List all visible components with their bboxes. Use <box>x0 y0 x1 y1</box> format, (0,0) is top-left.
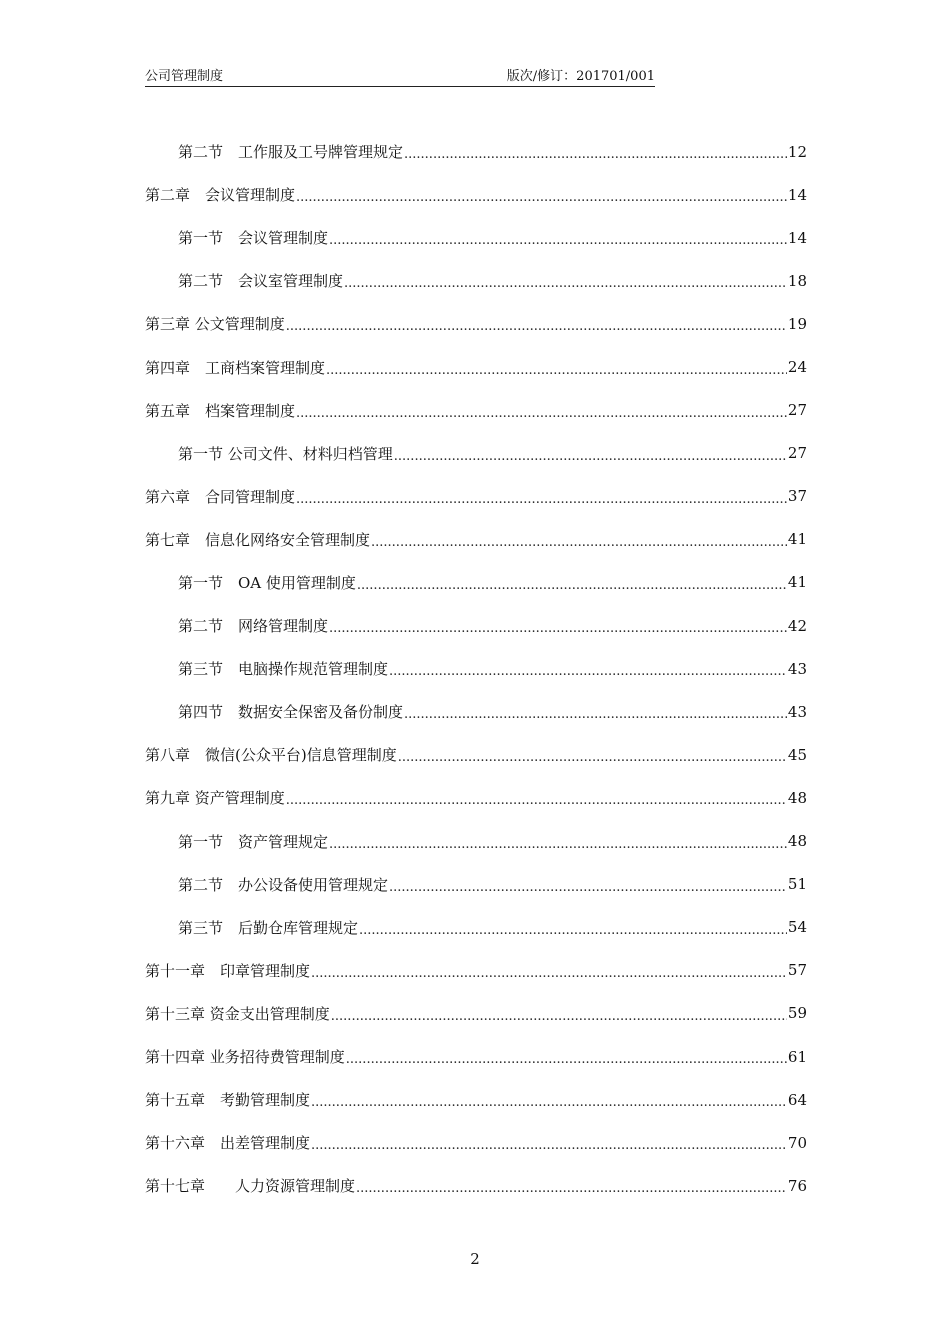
toc-dot-leader <box>286 319 787 334</box>
toc-entry-label: 第十四章 业务招待费管理制度 <box>145 1048 345 1067</box>
toc-entry-label: 第二章 会议管理制度 <box>145 186 296 205</box>
toc-entry[interactable] <box>145 259 807 302</box>
toc-dot-leader <box>389 880 787 895</box>
toc-entry-page-number: 37 <box>787 487 807 506</box>
toc-entry[interactable] <box>145 604 807 647</box>
toc-entry[interactable] <box>145 647 807 690</box>
toc-entry[interactable] <box>145 906 807 949</box>
toc-entry-page-number: 42 <box>787 616 807 635</box>
toc-dot-leader <box>389 664 787 679</box>
toc-entry-label: 第八章 微信(公众平台)信息管理制度 <box>145 746 397 765</box>
toc-entry-page-number: 24 <box>787 358 807 377</box>
toc-entry[interactable] <box>145 776 807 819</box>
toc-entry-label: 第二节 工作服及工号牌管理规定 <box>178 143 404 162</box>
toc-entry-label: 第四节 数据安全保密及备份制度 <box>178 703 404 722</box>
toc-dot-leader <box>296 406 787 421</box>
toc-entry-label: 第一节 公司文件、材料归档管理 <box>178 444 393 463</box>
toc-entry[interactable] <box>145 561 807 604</box>
toc-entry[interactable] <box>145 690 807 733</box>
toc-entry[interactable] <box>145 1078 807 1121</box>
toc-entry-page-number: 43 <box>787 659 807 678</box>
toc-entry-label: 第三节 电脑操作规范管理制度 <box>178 660 389 679</box>
table-of-contents <box>145 130 807 1207</box>
toc-entry[interactable] <box>145 216 807 259</box>
toc-dot-leader <box>311 966 787 981</box>
toc-entry-page-number: 41 <box>787 530 807 549</box>
toc-entry[interactable] <box>145 130 807 173</box>
toc-dot-leader <box>286 793 787 808</box>
toc-dot-leader <box>398 750 787 765</box>
toc-dot-leader <box>296 492 787 507</box>
toc-entry[interactable] <box>145 949 807 992</box>
toc-entry-label: 第九章 资产管理制度 <box>145 789 285 808</box>
toc-dot-leader <box>311 1095 787 1110</box>
toc-dot-leader <box>296 190 787 205</box>
toc-entry[interactable] <box>145 432 807 475</box>
toc-entry[interactable] <box>145 389 807 432</box>
toc-entry-page-number: 43 <box>787 702 807 721</box>
toc-dot-leader <box>359 923 787 938</box>
toc-dot-leader <box>329 837 787 852</box>
toc-entry-page-number: 64 <box>787 1090 807 1109</box>
toc-entry-label: 第一节 会议管理制度 <box>178 229 329 248</box>
toc-entry-label: 第二节 会议室管理制度 <box>178 272 344 291</box>
toc-entry-label: 第一节 OA 使用管理制度 <box>178 573 356 592</box>
toc-entry-label: 第十六章 出差管理制度 <box>145 1134 311 1153</box>
toc-entry[interactable] <box>145 1164 807 1207</box>
toc-entry[interactable] <box>145 173 807 216</box>
toc-entry-page-number: 45 <box>787 745 807 764</box>
toc-dot-leader <box>311 1138 787 1153</box>
toc-entry-page-number: 70 <box>787 1133 807 1152</box>
toc-entry-label: 第六章 合同管理制度 <box>145 487 296 506</box>
toc-entry[interactable] <box>145 820 807 863</box>
toc-entry-label: 第十三章 资金支出管理制度 <box>145 1004 330 1023</box>
toc-entry-label: 第十五章 考勤管理制度 <box>145 1091 311 1110</box>
toc-entry-page-number: 14 <box>787 228 807 247</box>
toc-dot-leader <box>357 578 787 593</box>
toc-entry-label: 第三节 后勤仓库管理规定 <box>178 918 359 937</box>
toc-dot-leader <box>331 1009 787 1024</box>
toc-dot-leader <box>326 363 787 378</box>
header-title: 公司管理制度 <box>145 69 224 84</box>
toc-dot-leader <box>371 535 787 550</box>
toc-entry-page-number: 18 <box>787 271 807 290</box>
toc-entry[interactable] <box>145 1121 807 1164</box>
toc-entry-label: 第二节 网络管理制度 <box>178 617 329 636</box>
toc-entry-page-number: 61 <box>787 1047 807 1066</box>
toc-entry-page-number: 12 <box>787 142 807 161</box>
toc-entry-label: 第十一章 印章管理制度 <box>145 961 311 980</box>
toc-dot-leader <box>404 147 787 162</box>
toc-entry-page-number: 14 <box>787 185 807 204</box>
toc-entry[interactable] <box>145 863 807 906</box>
toc-entry[interactable] <box>145 518 807 561</box>
toc-entry-page-number: 48 <box>787 832 807 851</box>
toc-entry-page-number: 48 <box>787 788 807 807</box>
toc-entry-page-number: 59 <box>787 1004 807 1023</box>
toc-entry-label: 第七章 信息化网络安全管理制度 <box>145 530 371 549</box>
toc-dot-leader <box>356 1181 787 1196</box>
toc-entry[interactable] <box>145 992 807 1035</box>
toc-entry-label: 第五章 档案管理制度 <box>145 401 296 420</box>
toc-dot-leader <box>329 233 787 248</box>
toc-entry-label: 第一节 资产管理规定 <box>178 832 329 851</box>
toc-entry-page-number: 19 <box>787 314 807 333</box>
toc-entry[interactable] <box>145 733 807 776</box>
toc-entry[interactable] <box>145 302 807 345</box>
toc-entry[interactable] <box>145 1035 807 1078</box>
toc-entry-page-number: 54 <box>787 918 807 937</box>
toc-entry-label: 第二节 办公设备使用管理规定 <box>178 875 389 894</box>
toc-entry-page-number: 27 <box>787 401 807 420</box>
toc-entry-page-number: 57 <box>787 961 807 980</box>
toc-entry[interactable] <box>145 475 807 518</box>
toc-dot-leader <box>394 449 787 464</box>
page-number: 2 <box>470 1250 480 1268</box>
toc-entry-label: 第十七章 人力资源管理制度 <box>145 1177 356 1196</box>
toc-entry-page-number: 76 <box>787 1176 807 1195</box>
toc-dot-leader <box>329 621 787 636</box>
toc-entry-page-number: 41 <box>787 573 807 592</box>
toc-entry[interactable] <box>145 345 807 388</box>
header-revision: 版次/修订：201701/001 <box>506 69 655 84</box>
toc-entry-page-number: 51 <box>787 875 807 894</box>
toc-dot-leader <box>344 276 787 291</box>
page-header <box>145 68 655 87</box>
toc-dot-leader <box>404 707 787 722</box>
toc-entry-label: 第三章 公文管理制度 <box>145 315 285 334</box>
toc-entry-label: 第四章 工商档案管理制度 <box>145 358 326 377</box>
toc-dot-leader <box>346 1052 787 1067</box>
toc-entry-page-number: 27 <box>787 444 807 463</box>
